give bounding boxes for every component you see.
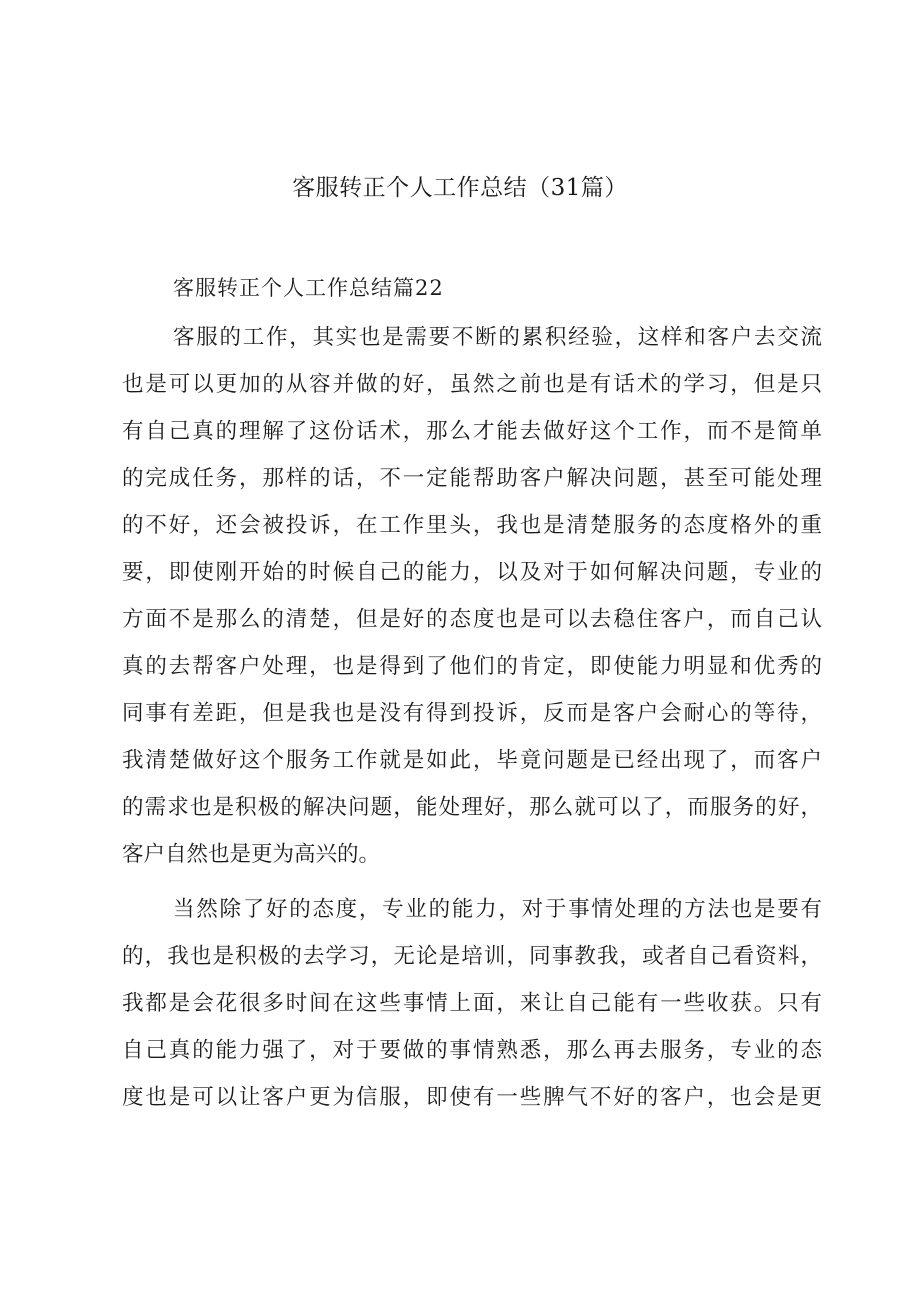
- paragraph-2-line: 我都是会花很多时间在这些事情上面，来让自己能有一些收获。只有: [122, 991, 822, 1016]
- paragraph-1-line: 方面不是那么的清楚，但是好的态度也是可以去稳住客户，而自己认: [122, 607, 822, 632]
- paragraph-1-line: 的完成任务，那样的话，不一定能帮助客户解决问题，甚至可能处理: [122, 466, 822, 491]
- paragraph-1-line: 我清楚做好这个服务工作就是如此，毕竟问题是已经出现了，而客户: [122, 748, 822, 773]
- paragraph-2-line: 的，我也是积极的去学习，无论是培训，同事教我，或者自己看资料，: [122, 944, 822, 969]
- paragraph-spacer: [122, 884, 822, 892]
- paragraph-1-line: 真的去帮客户处理，也是得到了他们的肯定，即使能力明显和优秀的: [122, 654, 822, 679]
- paragraph-2-line: 度也是可以让客户更为信服，即使有一些脾气不好的客户，也会是更: [122, 1085, 822, 1110]
- paragraph-1-line: 客户自然也是更为高兴的。: [122, 842, 381, 867]
- paragraph-1-line: 的不好，还会被投诉，在工作里头，我也是清楚服务的态度格外的重: [122, 513, 822, 538]
- paragraph-1-line: 要，即使刚开始的时候自己的能力，以及对于如何解决问题，专业的: [122, 560, 822, 585]
- paragraph-1-line: 也是可以更加的从容并做的好，虽然之前也是有话术的学习，但是只: [122, 372, 822, 397]
- paragraph-2-line: 自己真的能力强了，对于要做的事情熟悉，那么再去服务，专业的态: [122, 1038, 822, 1063]
- document-body: [122, 320, 822, 1127]
- section-heading: 客服转正个人工作总结篇22: [173, 276, 444, 300]
- document-title: 客服转正个人工作总结（31篇）: [292, 175, 628, 201]
- paragraph-1-line: 有自己真的理解了这份话术，那么才能去做好这个工作，而不是简单: [122, 419, 822, 444]
- paragraph-1-line: 的需求也是积极的解决问题，能处理好，那么就可以了，而服务的好，: [122, 795, 822, 820]
- paragraph-1-line: 客服的工作，其实也是需要不断的累积经验，这样和客户去交流: [173, 325, 822, 350]
- paragraph-1-line: 同事有差距，但是我也是没有得到投诉，反而是客户会耐心的等待，: [122, 701, 822, 726]
- paragraph-2-line: 当然除了好的态度，专业的能力，对于事情处理的方法也是要有: [173, 897, 822, 922]
